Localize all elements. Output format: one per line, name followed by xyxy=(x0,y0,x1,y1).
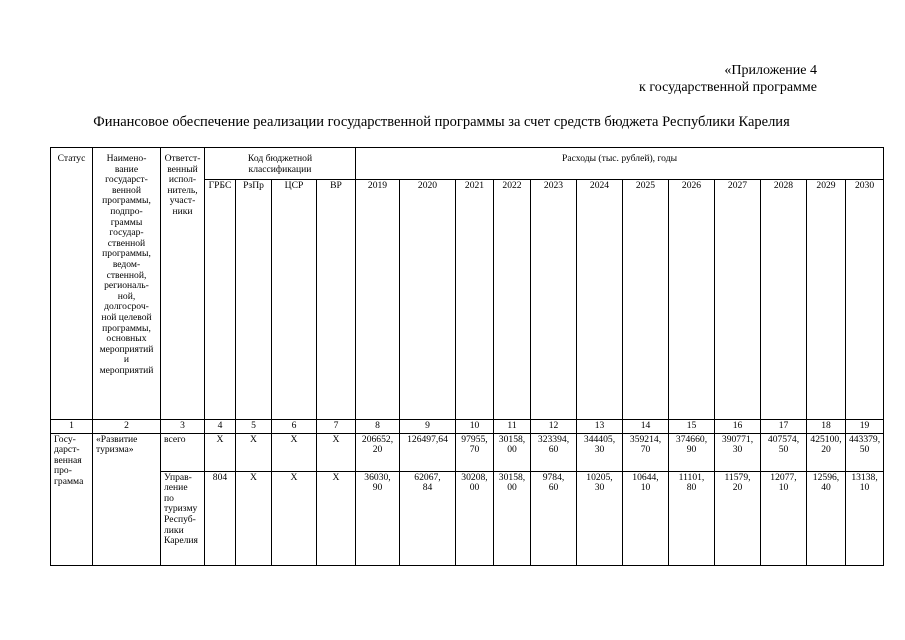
header-year: 2020 xyxy=(400,180,456,420)
row-responsible: всего xyxy=(161,433,205,471)
appendix-line-2: к государственной программе xyxy=(639,80,817,95)
row-responsible: Управ- ление по туризму Респуб- лики Карелия xyxy=(161,471,205,565)
column-number: 6 xyxy=(272,420,317,434)
header-code-rzpr: РзПр xyxy=(236,180,272,420)
header-year: 2022 xyxy=(494,180,531,420)
column-number: 12 xyxy=(531,420,577,434)
table-row xyxy=(51,433,884,471)
row-code: Х xyxy=(236,433,272,471)
header-year: 2023 xyxy=(531,180,577,420)
row-value: 359214, 70 xyxy=(623,433,669,471)
column-number: 5 xyxy=(236,420,272,434)
row-value: 97955, 70 xyxy=(456,433,494,471)
column-number: 7 xyxy=(317,420,356,434)
header-name: Наимено- вание государст- венной программы, подпро- граммы государ- ственной программы, ведом- ственной, региональ- ной, долгосроч- ной целевой программы, основных мероприятий и мероприятий xyxy=(93,148,161,420)
row-value: 344405, 30 xyxy=(577,433,623,471)
financing-table xyxy=(50,147,884,566)
appendix-line-1: «Приложение 4 xyxy=(724,63,817,78)
header-code-csr: ЦСР xyxy=(272,180,317,420)
row-code: Х xyxy=(272,433,317,471)
header-year: 2030 xyxy=(846,180,884,420)
row-value: 206652, 20 xyxy=(356,433,400,471)
column-number: 9 xyxy=(400,420,456,434)
header-year: 2029 xyxy=(807,180,846,420)
column-number: 18 xyxy=(807,420,846,434)
row-value: 390771, 30 xyxy=(715,433,761,471)
header-year: 2019 xyxy=(356,180,400,420)
column-number: 17 xyxy=(761,420,807,434)
row-value: 30158, 00 xyxy=(494,471,531,565)
row-value: 10205, 30 xyxy=(577,471,623,565)
row-code: Х xyxy=(317,433,356,471)
header-year: 2026 xyxy=(669,180,715,420)
header-budget-code: Код бюджетной классификации xyxy=(205,148,356,180)
row-code: 804 xyxy=(205,471,236,565)
column-number: 2 xyxy=(93,420,161,434)
row-value: 374660, 90 xyxy=(669,433,715,471)
row-value: 30158, 00 xyxy=(494,433,531,471)
row-value: 425100, 20 xyxy=(807,433,846,471)
column-number: 4 xyxy=(205,420,236,434)
header-year: 2024 xyxy=(577,180,623,420)
document-title: Финансовое обеспечение реализации государственной программы за счет средств бюджета Республики Карелия xyxy=(93,114,790,130)
header-year: 2028 xyxy=(761,180,807,420)
header-status: Статус xyxy=(51,148,93,420)
row-code: Х xyxy=(236,471,272,565)
header-expenses: Расходы (тыс. рублей), годы xyxy=(356,148,884,180)
row-value: 323394, 60 xyxy=(531,433,577,471)
column-number: 3 xyxy=(161,420,205,434)
column-number: 10 xyxy=(456,420,494,434)
column-number: 11 xyxy=(494,420,531,434)
row-value: 11579, 20 xyxy=(715,471,761,565)
row-value: 10644, 10 xyxy=(623,471,669,565)
row-value: 30208, 00 xyxy=(456,471,494,565)
header-year: 2027 xyxy=(715,180,761,420)
row-value: 36030, 90 xyxy=(356,471,400,565)
row-value: 11101, 80 xyxy=(669,471,715,565)
row-status: Госу- дарст- венная про- грамма xyxy=(51,433,93,565)
row-value: 13138, 10 xyxy=(846,471,884,565)
row-program-name: «Развитие туризма» xyxy=(93,433,161,565)
row-value: 12596, 40 xyxy=(807,471,846,565)
row-value: 407574, 50 xyxy=(761,433,807,471)
column-number: 13 xyxy=(577,420,623,434)
table-row xyxy=(51,471,884,565)
column-number-row xyxy=(51,420,884,434)
row-value: 12077, 10 xyxy=(761,471,807,565)
column-number: 16 xyxy=(715,420,761,434)
row-code: Х xyxy=(317,471,356,565)
header-code-grbs: ГРБС xyxy=(205,180,236,420)
row-value: 443379, 50 xyxy=(846,433,884,471)
header-year: 2025 xyxy=(623,180,669,420)
header-code-vr: ВР xyxy=(317,180,356,420)
column-number: 19 xyxy=(846,420,884,434)
column-number: 8 xyxy=(356,420,400,434)
header-responsible: Ответст- венный испол- нитель, участ- ники xyxy=(161,148,205,420)
column-number: 1 xyxy=(51,420,93,434)
column-number: 14 xyxy=(623,420,669,434)
row-value: 9784, 60 xyxy=(531,471,577,565)
header-year: 2021 xyxy=(456,180,494,420)
row-code: Х xyxy=(272,471,317,565)
row-value: 62067, 84 xyxy=(400,471,456,565)
row-code: Х xyxy=(205,433,236,471)
row-value: 126497,64 xyxy=(400,433,456,471)
column-number: 15 xyxy=(669,420,715,434)
appendix-caption xyxy=(639,62,817,96)
